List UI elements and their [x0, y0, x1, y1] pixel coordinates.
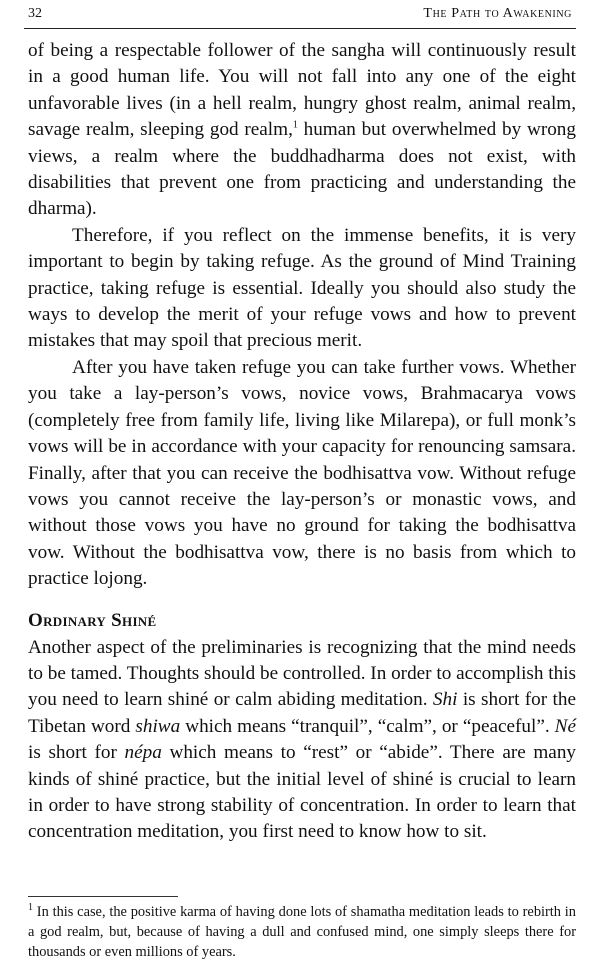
paragraph-3: After you have taken refuge you can take further vows. Whether you take a lay-person’s vows, novice vows, Brahmacarya vows (completely free from family life, living like Milarepa), or full monk’s vows will be in accordance with your capacity for renouncing samsara. Finally, after that you can receive the bodhisattva vow. Without refuge vows you cannot receive the lay-person’s or monastic vows, and without those vows you have no ground for taking the bodhisattva vow. Without the bodhisattva vow, there is no basis from which to practice lojong.: [28, 356, 576, 590]
paragraph-1: [28, 38, 576, 223]
page-body: [28, 38, 576, 846]
footnote-text: In this case, the positive karma of having done lots of shamatha meditation leads to rebirth in a god realm, but, because of having a dull and confused mind, one simply sleeps there for thousands or even millions of years.: [28, 904, 576, 960]
running-title: The Path to Awakening: [423, 6, 572, 21]
paragraph-1-text-a: of being a respectable follower of the sangha will continuously result in a good human life. You will not fall into any one of the eight unfavorable lives (in a hell realm, hungry ghost realm, animal realm, savage realm, sleeping god realm,: [28, 40, 576, 141]
footnote-rule: [28, 896, 178, 897]
paragraph-1-text-b: human but overwhelmed by wrong views, a realm where the buddhadharma does not exist, with disabilities that prevent one from practicing and understanding the dharma).: [28, 119, 576, 220]
section-text-5: which means to “rest” or “abide”. There are many kinds of shiné practice, but the initial level of shiné is crucial to learn in order to have strong stability of concentration. In order to learn that concentration meditation, you first need to know how to sit.: [28, 742, 577, 843]
page-number: 32: [28, 6, 42, 21]
section-heading: Ordinary Shiné: [28, 609, 157, 631]
section-text-4: is short for: [28, 742, 125, 764]
section-paragraph: [28, 635, 576, 846]
term-shiwa: shiwa: [135, 715, 181, 737]
term-ne: Né: [554, 715, 576, 737]
footnote-reference[interactable]: 1: [292, 119, 298, 131]
term-nepa: népa: [124, 742, 162, 764]
section-text-2: is short for the Tibetan word: [28, 689, 576, 737]
section-text-1: Another aspect of the preliminaries is recognizing that the mind needs to be tamed. Thoughts should be controlled. In order to accomplish this you need to learn shiné or calm abiding meditation.: [28, 636, 576, 711]
section-text-3: which means “tranquil”, “calm”, or “peaceful”.: [180, 715, 555, 737]
page-header: [28, 6, 572, 26]
footnote: [28, 902, 576, 962]
paragraph-2: Therefore, if you reflect on the immense benefits, it is very important to begin by taking refuge. As the ground of Mind Training practice, taking refuge is essential. Ideally you should also study the ways to develop the merit of your refuge vows and how to prevent mistakes that may spoil that precious merit.: [28, 224, 576, 352]
header-rule: [24, 28, 576, 29]
footnote-number: 1: [28, 902, 33, 914]
term-shi: Shi: [432, 689, 458, 711]
